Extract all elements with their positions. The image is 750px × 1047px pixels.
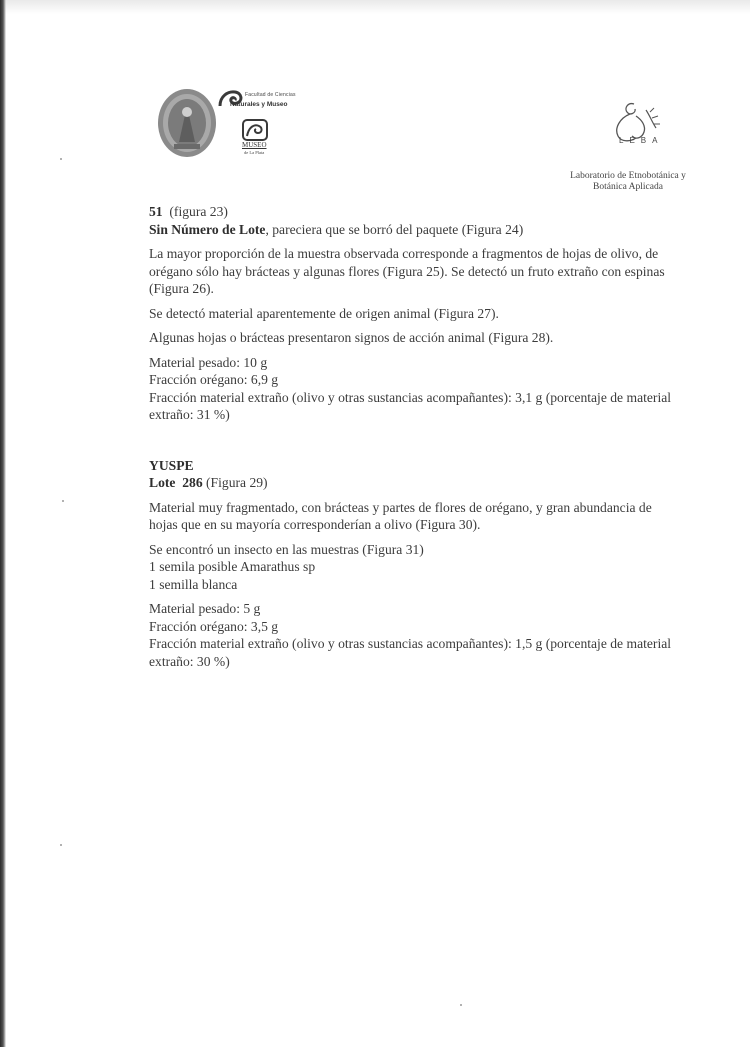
lab-name <box>548 171 708 193</box>
document-body <box>149 203 679 670</box>
faculty-name-line1: Facultad de Ciencias <box>245 92 296 98</box>
lab-name-line1: Laboratorio de Etnobotánica y <box>570 171 686 181</box>
sample2-figure-ref: (Figura 29) <box>206 475 268 490</box>
sample2-lot-line <box>149 474 679 492</box>
sample2-foreign-fraction: Fracción material extraño (olivo y otras sustancias acompañantes): 1,5 g (porcentaje de material extraño: 30 %) <box>149 636 672 669</box>
sample2-paragraph-1: Material muy fragmentado, con brácteas y partes de flores de orégano, y gran abundancia de hojas que en su mayoría corresponderían a olivo (Figura 30). <box>149 499 652 532</box>
scan-shadow-top <box>0 0 750 14</box>
sample1-figure-ref: (figura 23) <box>169 204 228 219</box>
sample1-oregano-fraction: Fracción orégano: 6,9 g <box>149 372 279 387</box>
sample2-brand: YUSPE <box>149 457 194 473</box>
scan-speck <box>460 1004 462 1006</box>
sample1-lot-note: , pareciera que se borró del paquete (Figura 24) <box>265 221 524 237</box>
sample2-lot-label: Lote <box>149 475 176 490</box>
sample1-weight: Material pesado: 10 g <box>149 354 268 370</box>
faculty-name-line2: Naturales y Museo <box>230 101 288 108</box>
sample2-lot-number: 286 <box>182 475 203 490</box>
sample1-foreign-fraction: Fracción material extraño (olivo y otras sustancias acompañantes): 3,1 g (porcentaje de material extraño: 31 %) <box>149 389 672 422</box>
leba-acronym: LEBA <box>619 136 664 145</box>
sample1-lot-line <box>149 221 679 239</box>
museo-name: MUSEO <box>242 141 267 149</box>
museo-city: de La Plata <box>244 150 265 155</box>
sample1-paragraph-1: La mayor proporción de la muestra observada corresponde a fragmentos de hojas de olivo, de orégano sólo hay brácteas y algunas flores (Figura 25). Se detectó un fruto extraño con espinas (Figura 26). <box>149 246 665 296</box>
sample2-insect-line: Se encontró un insecto en las muestras (Figura 31) <box>149 541 424 557</box>
scan-speck <box>60 844 62 846</box>
university-seal-icon <box>156 86 218 160</box>
sample2-oregano-fraction: Fracción orégano: 3,5 g <box>149 618 279 634</box>
sample2-weight: Material pesado: 5 g <box>149 601 261 616</box>
sample1-paragraph-2: Se detectó material aparentemente de origen animal (Figura 27). <box>149 305 499 321</box>
scan-speck <box>60 158 62 160</box>
sample2-seed-line-2: 1 semilla blanca <box>149 576 238 592</box>
scan-speck <box>62 500 64 502</box>
sample1-paragraph-3: Algunas hojas o brácteas presentaron signos de acción animal (Figura 28). <box>149 330 554 345</box>
sample1-lot-label: Sin Número de Lote <box>149 221 266 237</box>
scan-shadow-left <box>0 0 6 1047</box>
sample1-number: 51 <box>149 204 163 219</box>
faculty-logo-block <box>156 84 314 166</box>
sample1-heading <box>149 203 679 221</box>
lab-name-line2: Botánica Aplicada <box>593 182 663 192</box>
sample2-seed-line-1: 1 semila posible Amarathus sp <box>149 559 316 574</box>
